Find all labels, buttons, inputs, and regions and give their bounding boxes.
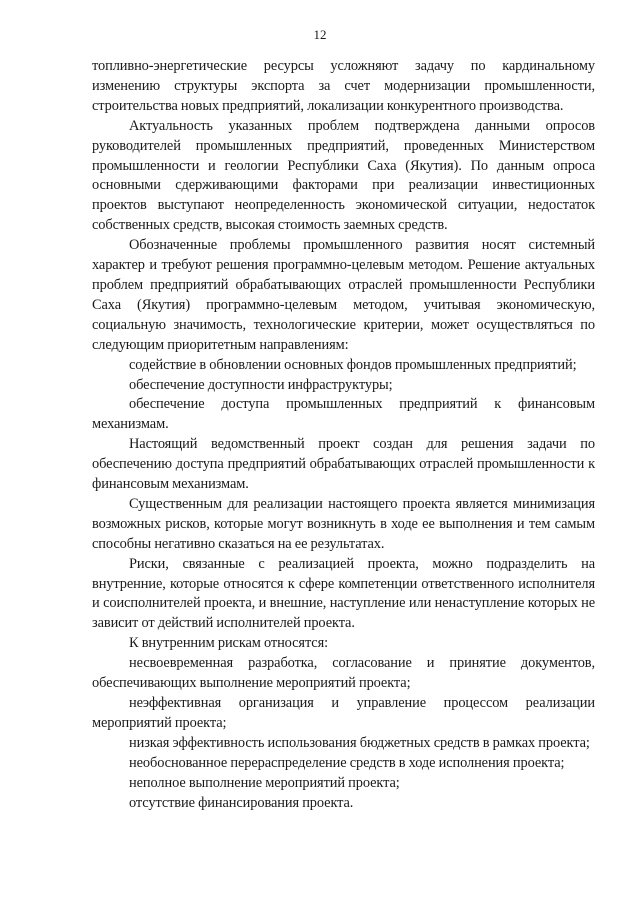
paragraph-risk-types: Риски, связанные с реализацией проекта, можно подразделить на внутренние, которые относятся к сфере компетенции ответственного исполнителя и соисполнителей проекта, и внешние, наступление или ненаступление которых не зависит от действий исполнителей проекта. [92,555,595,632]
priority-item-fixed-assets: содействие в обновлении основных фондов промышленных предприятий; [129,356,577,373]
risk-item-no-funding: отсутствие финансирования проекта. [129,794,354,811]
paragraph-risk-minimization: Существенным для реализации настоящего проекта является минимизация возможных рисков, которые могут возникнуть в ходе ее выполнения и тем самым способны негативно сказаться на ее результатах. [92,495,595,552]
risk-item-management: неэффективная организация и управление процессом реализации мероприятий проекта; [92,695,595,731]
body-text [92,57,595,813]
paragraph-survey-data: Актуальность указанных проблем подтверждена данными опросов руководителей промышленных предприятий, проведенных Министерством промышленности и геологии Республики Саха (Якутия). По данным опроса основными сдерживающими факторами при реализации инвестиционных проектов выступают неопределенность экономической ситуации, недостаток собственных средств, высокая стоимость заемных средств. [92,117,595,234]
paragraph-project-purpose: Настоящий ведомственный проект создан для решения задачи по обеспечению доступа предприятий обрабатывающих отраслей промышленности к финансовым механизмам. [92,436,595,493]
priority-item-infrastructure: обеспечение доступности инфраструктуры; [129,376,393,393]
risk-item-incomplete-execution: неполное выполнение мероприятий проекта; [129,774,400,791]
paragraph-continuation: топливно-энергетические ресурсы усложняют задачу по кардинальному изменению структуры экспорта за счет модернизации промышленности, строительства новых предприятий, локализации конкурентного производства. [92,58,595,114]
internal-risks-heading: К внутренним рискам относятся: [129,635,329,652]
paragraph-systemic-problems: Обозначенные проблемы промышленного развития носят системный характер и требуют решения программно-целевым методом. Решение актуальных проблем предприятий обрабатывающих отраслей промышленности Республики Саха (Якутия) программно-целевым методом, учитывая экономическую, социальную значимость, технологические критерии, может осуществляться по следующим приоритетным направлениям: [92,237,595,353]
risk-item-reallocation: необоснованное перераспределение средств в ходе исполнения проекта; [129,754,565,771]
risk-item-documents: несвоевременная разработка, согласование и принятие документов, обеспечивающих выполнение мероприятий проекта; [92,655,595,692]
page-number: 12 [313,27,327,42]
risk-item-budget-efficiency: низкая эффективность использования бюджетных средств в рамках проекта; [129,734,590,751]
priority-item-financial-mechanisms: обеспечение доступа промышленных предприятий к финансовым механизмам. [92,396,595,433]
